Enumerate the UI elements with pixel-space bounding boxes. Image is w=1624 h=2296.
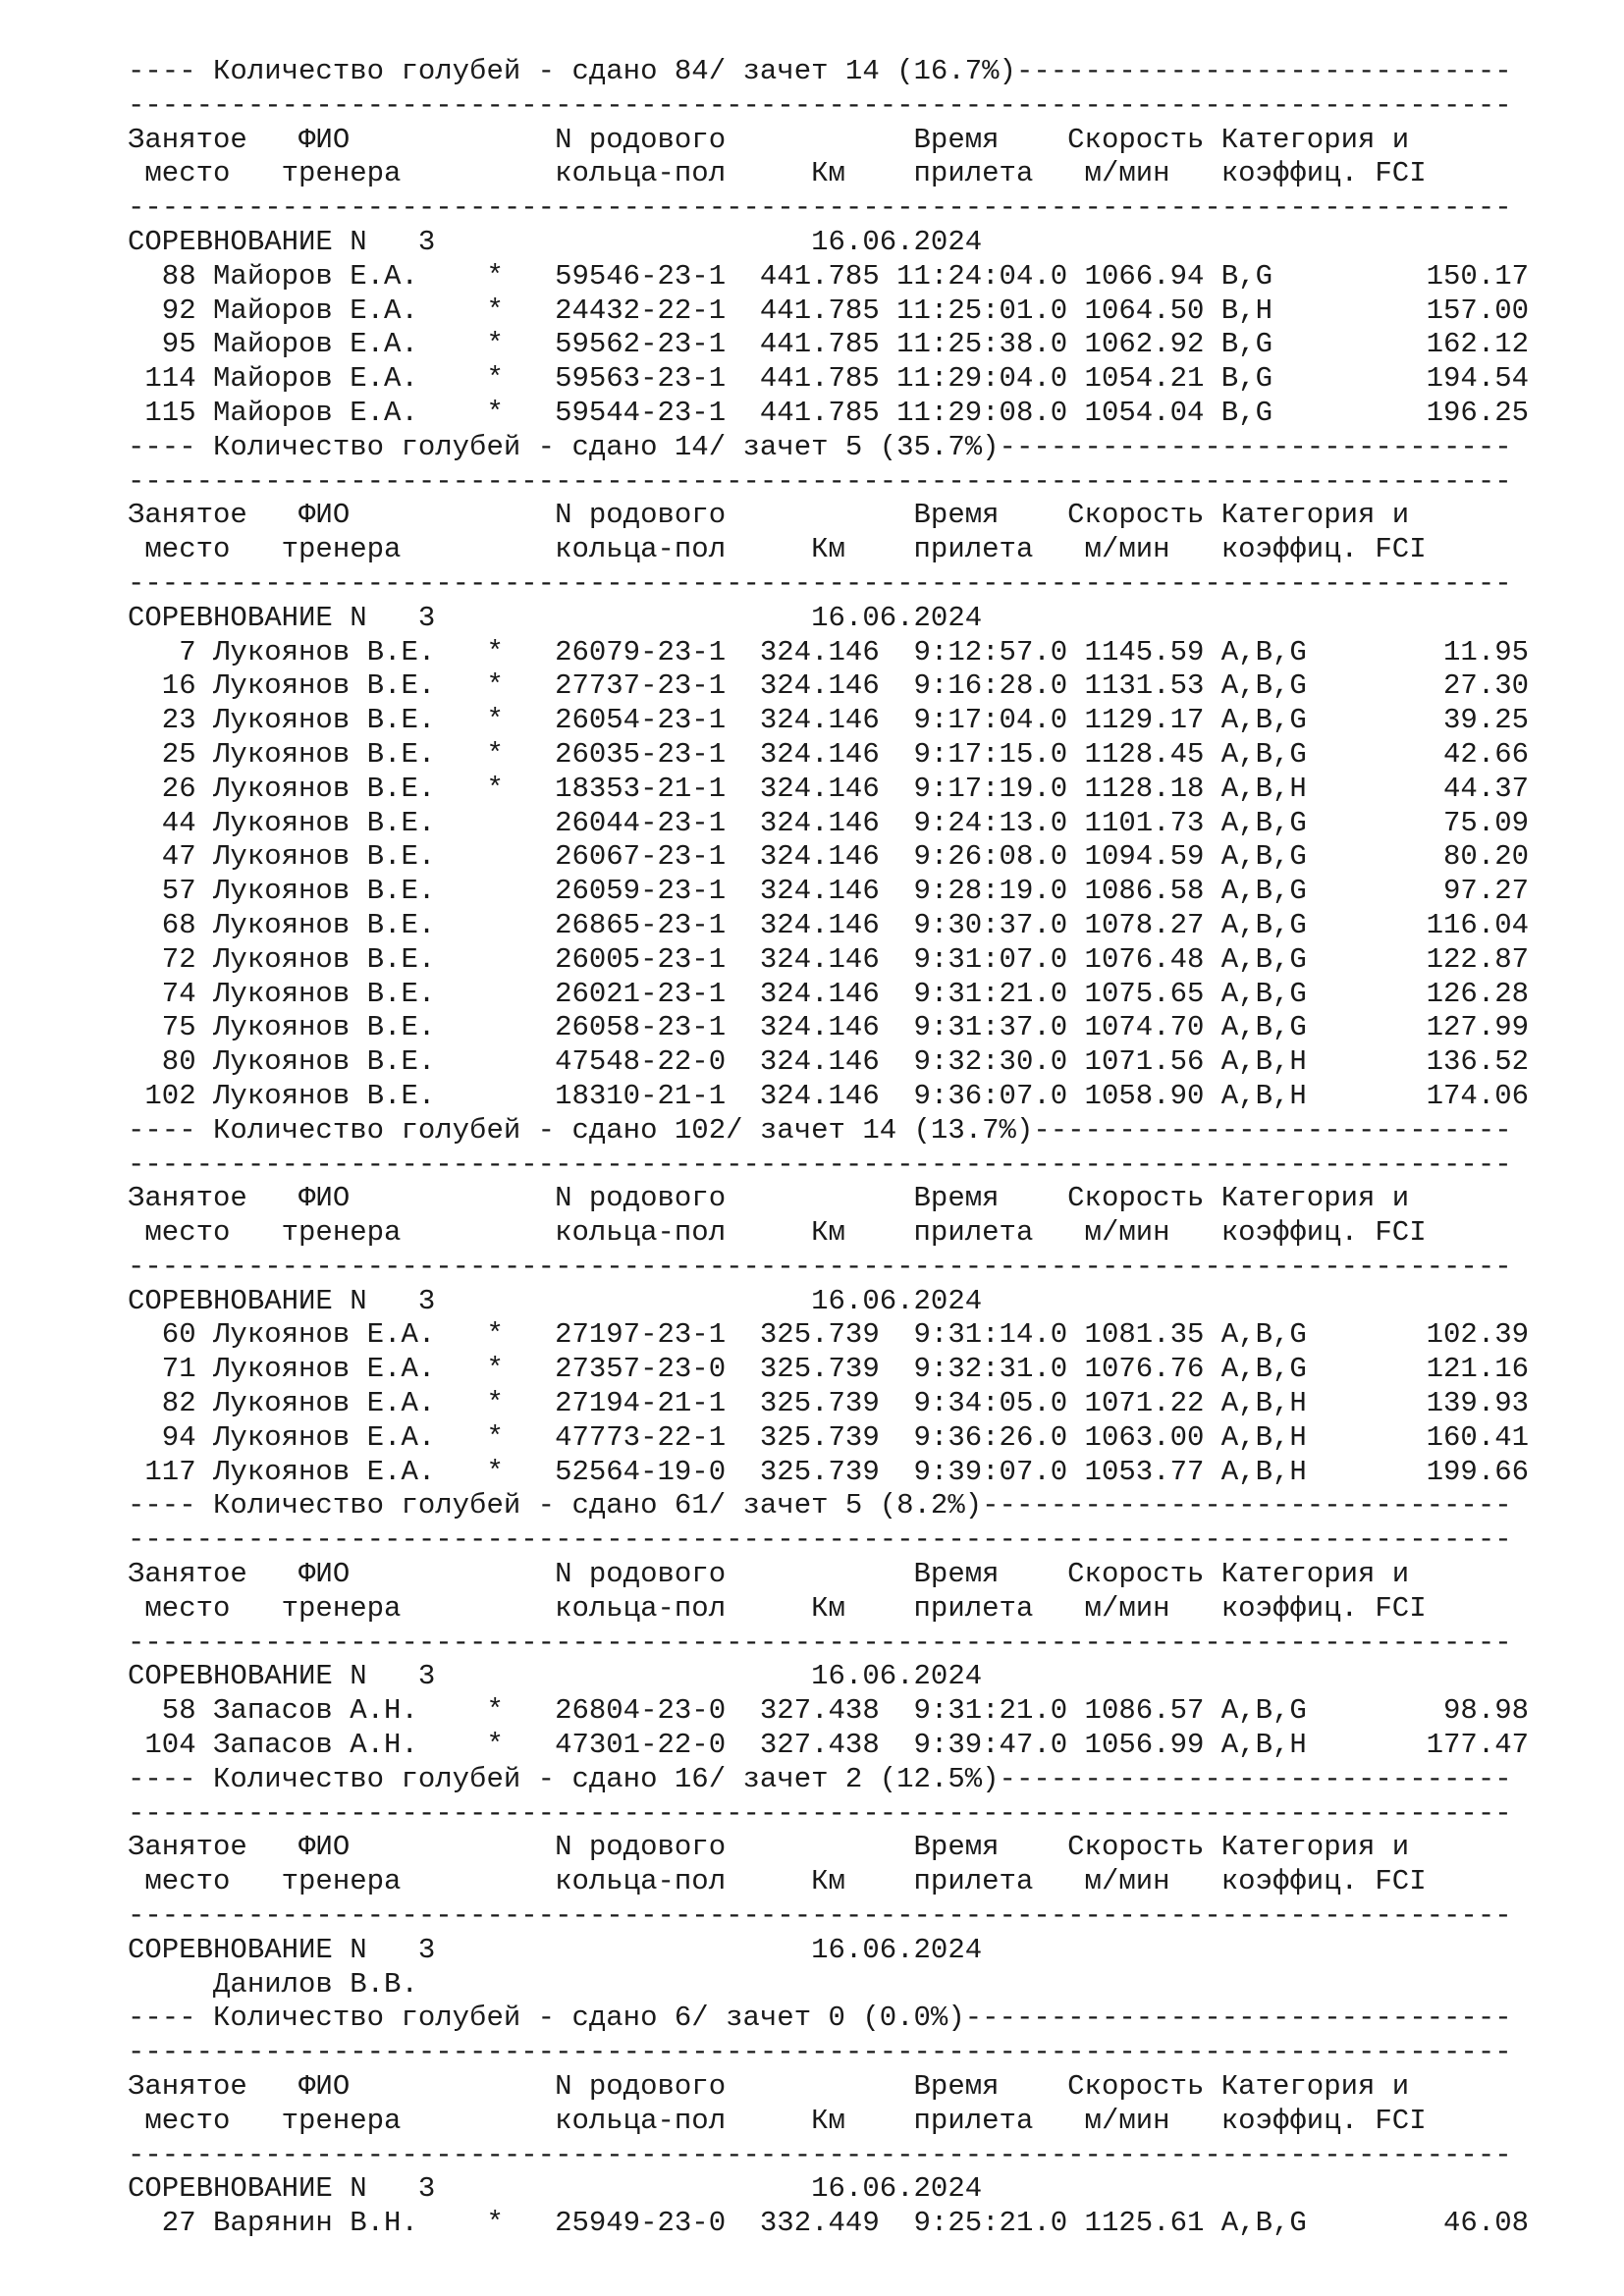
competition-line: СОРЕВНОВАНИЕ N 3 16.06.2024 [128, 2172, 983, 2206]
result-row: 60 Лукоянов Е.А. * 27197-23-1 325.739 9:31:14.0 1081.35 A,B,G 102.39 [128, 1318, 1530, 1352]
report-document [128, 55, 1600, 2241]
result-row: 92 Майоров Е.А. * 24432-22-1 441.785 11:25:01.0 1064.50 B,H 157.00 [128, 294, 1530, 327]
separator-line: --------------------------------------------------------------------------------- [128, 566, 1512, 600]
result-row: 47 Лукоянов В.Е. 26067-23-1 324.146 9:26:08.0 1094.59 A,B,G 80.20 [128, 840, 1530, 874]
result-row: 117 Лукоянов Е.А. * 52564-19-0 325.739 9:39:07.0 1053.77 A,B,H 199.66 [128, 1455, 1530, 1488]
column-header-line: место тренера кольца-пол Км прилета м/мин коэффиц. FCI [128, 1216, 1427, 1250]
result-row: 115 Майоров Е.А. * 59544-23-1 441.785 11:29:08.0 1054.04 B,G 196.25 [128, 396, 1530, 429]
column-header-line: место тренера кольца-пол Км прилета м/мин коэффиц. FCI [128, 2104, 1427, 2137]
separator-line: --------------------------------------------------------------------------------- [128, 2138, 1512, 2171]
competition-line: СОРЕВНОВАНИЕ N 3 16.06.2024 [128, 601, 983, 634]
result-row: 102 Лукоянов В.Е. 18310-21-1 324.146 9:36:07.0 1058.90 A,B,H 174.06 [128, 1079, 1530, 1112]
result-row: 68 Лукоянов В.Е. 26865-23-1 324.146 9:30:37.0 1078.27 A,B,G 116.04 [128, 908, 1530, 941]
separator-line: --------------------------------------------------------------------------------- [128, 1250, 1512, 1283]
result-row: 58 Запасов А.Н. * 26804-23-0 327.438 9:31:21.0 1086.57 A,B,G 98.98 [128, 1694, 1530, 1728]
separator-line: --------------------------------------------------------------------------------- [128, 88, 1512, 122]
competition-line: СОРЕВНОВАНИЕ N 3 16.06.2024 [128, 1284, 983, 1317]
competition-line: СОРЕВНОВАНИЕ N 3 16.06.2024 [128, 1660, 983, 1693]
separator-line: --------------------------------------------------------------------------------- [128, 1148, 1512, 1181]
column-header-line: место тренера кольца-пол Км прилета м/мин коэффиц. FCI [128, 533, 1427, 566]
summary-line: ---- Количество голубей - сдано 61/ зачет 5 (8.2%)------------------------------- [128, 1489, 1512, 1522]
column-header-line: Занятое ФИО N родового Время Скорость Категория и [128, 123, 1410, 156]
column-header-line: место тренера кольца-пол Км прилета м/мин коэффиц. FCI [128, 157, 1427, 190]
separator-line: --------------------------------------------------------------------------------- [128, 1523, 1512, 1557]
separator-line: --------------------------------------------------------------------------------- [128, 1626, 1512, 1659]
result-row: 27 Варянин В.Н. * 25949-23-0 332.449 9:25:21.0 1125.61 A,B,G 46.08 [128, 2207, 1530, 2240]
result-row: 71 Лукоянов Е.А. * 27357-23-0 325.739 9:32:31.0 1076.76 A,B,G 121.16 [128, 1353, 1530, 1386]
result-row: 95 Майоров Е.А. * 59562-23-1 441.785 11:25:38.0 1062.92 B,G 162.12 [128, 328, 1530, 361]
summary-line: ---- Количество голубей - сдано 6/ зачет 0 (0.0%)-------------------------------- [128, 2002, 1512, 2035]
competition-line: СОРЕВНОВАНИЕ N 3 16.06.2024 [128, 225, 983, 258]
result-row: 57 Лукоянов В.Е. 26059-23-1 324.146 9:28:19.0 1086.58 A,B,G 97.27 [128, 875, 1530, 908]
separator-line: --------------------------------------------------------------------------------- [128, 191, 1512, 225]
column-header-line: Занятое ФИО N родового Время Скорость Категория и [128, 499, 1410, 532]
result-row: 94 Лукоянов Е.А. * 47773-22-1 325.739 9:36:26.0 1063.00 A,B,H 160.41 [128, 1420, 1530, 1454]
result-row: 7 Лукоянов В.Е. * 26079-23-1 324.146 9:12:57.0 1145.59 A,B,G 11.95 [128, 635, 1530, 668]
result-row: 75 Лукоянов В.Е. 26058-23-1 324.146 9:31:37.0 1074.70 A,B,G 127.99 [128, 1011, 1530, 1044]
column-header-line: место тренера кольца-пол Км прилета м/мин коэффиц. FCI [128, 1865, 1427, 1898]
summary-line: ---- Количество голубей - сдано 16/ зачет 2 (12.5%)------------------------------ [128, 1762, 1512, 1795]
result-row: 114 Майоров Е.А. * 59563-23-1 441.785 11:29:04.0 1054.21 B,G 194.54 [128, 362, 1530, 396]
column-header-line: Занятое ФИО N родового Время Скорость Категория и [128, 1558, 1410, 1591]
result-row: 26 Лукоянов В.Е. * 18353-21-1 324.146 9:17:19.0 1128.18 A,B,H 44.37 [128, 772, 1530, 805]
summary-line: ---- Количество голубей - сдано 84/ зачет 14 (16.7%)----------------------------- [128, 55, 1512, 87]
column-header-line: Занятое ФИО N родового Время Скорость Категория и [128, 1831, 1410, 1864]
result-row: 72 Лукоянов В.Е. 26005-23-1 324.146 9:31:07.0 1076.48 A,B,G 122.87 [128, 942, 1530, 976]
summary-line: ---- Количество голубей - сдано 14/ зачет 5 (35.7%)------------------------------ [128, 430, 1512, 463]
summary-line: ---- Количество голубей - сдано 102/ зачет 14 (13.7%)---------------------------- [128, 1113, 1512, 1147]
column-header-line: Занятое ФИО N родового Время Скорость Категория и [128, 1182, 1410, 1215]
column-header-line: место тренера кольца-пол Км прилета м/мин коэффиц. FCI [128, 1591, 1427, 1625]
result-row: 104 Запасов А.Н. * 47301-22-0 327.438 9:39:47.0 1056.99 A,B,H 177.47 [128, 1729, 1530, 1762]
result-row: 25 Лукоянов В.Е. * 26035-23-1 324.146 9:17:15.0 1128.45 A,B,G 42.66 [128, 737, 1530, 771]
competition-line: СОРЕВНОВАНИЕ N 3 16.06.2024 [128, 1933, 983, 1966]
result-row: 88 Майоров Е.А. * 59546-23-1 441.785 11:24:04.0 1066.94 B,G 150.17 [128, 259, 1530, 293]
result-row: 16 Лукоянов В.Е. * 27737-23-1 324.146 9:16:28.0 1131.53 A,B,G 27.30 [128, 669, 1530, 703]
separator-line: --------------------------------------------------------------------------------- [128, 464, 1512, 498]
separator-line: --------------------------------------------------------------------------------- [128, 1796, 1512, 1830]
separator-line: --------------------------------------------------------------------------------- [128, 1899, 1512, 1933]
result-row: 80 Лукоянов В.Е. 47548-22-0 324.146 9:32:30.0 1071.56 A,B,H 136.52 [128, 1045, 1530, 1079]
result-row: 74 Лукоянов В.Е. 26021-23-1 324.146 9:31:21.0 1075.65 A,B,G 126.28 [128, 977, 1530, 1010]
result-row: Данилов В.В. [128, 1967, 418, 2001]
column-header-line: Занятое ФИО N родового Время Скорость Категория и [128, 2070, 1410, 2104]
result-row: 82 Лукоянов Е.А. * 27194-21-1 325.739 9:34:05.0 1071.22 A,B,H 139.93 [128, 1387, 1530, 1420]
result-row: 23 Лукоянов В.Е. * 26054-23-1 324.146 9:17:04.0 1129.17 A,B,G 39.25 [128, 704, 1530, 737]
result-row: 44 Лукоянов В.Е. 26044-23-1 324.146 9:24:13.0 1101.73 A,B,G 75.09 [128, 806, 1530, 839]
separator-line: --------------------------------------------------------------------------------- [128, 2036, 1512, 2069]
